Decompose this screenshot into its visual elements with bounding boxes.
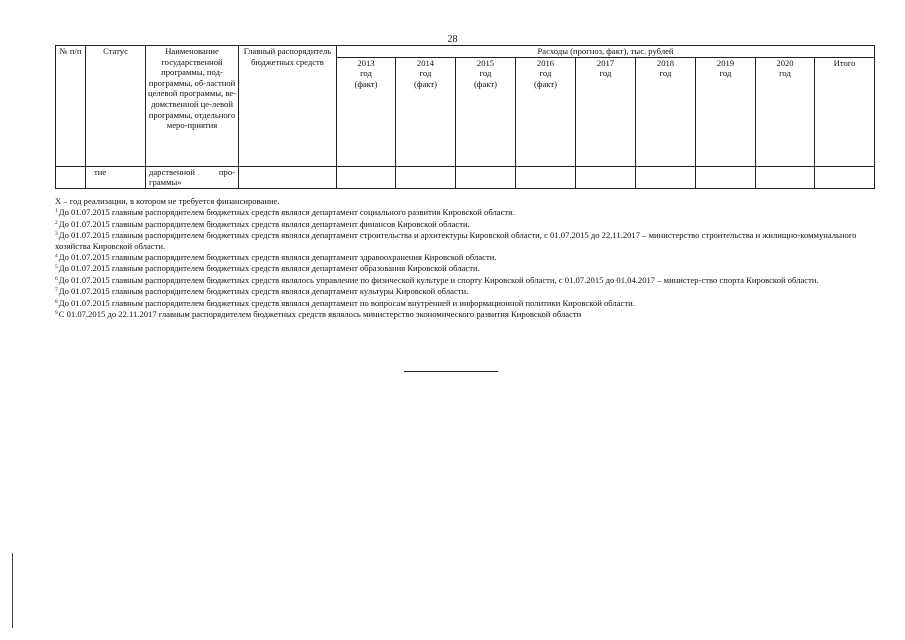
header-year-2019 xyxy=(696,57,756,166)
year-year: 2018 xyxy=(656,57,675,68)
footnote xyxy=(55,308,875,319)
header-year-2013 xyxy=(337,57,396,166)
header-year-2015 xyxy=(456,57,516,166)
header-year-2020 xyxy=(756,57,815,166)
footnote-mark: 4 xyxy=(55,253,58,260)
year-year: 2014 xyxy=(416,57,435,68)
header-program-name: Наименование государственной программы, под-программы, об-ластной целевой программы, ве-домственной це-левой программы, отдельного меро-приятия xyxy=(146,46,239,167)
footnote-text: До 01.07.2015 главным распорядителем бюджетных средств являлся департамент культуры Кировской области. xyxy=(58,286,469,297)
header-year-2017 xyxy=(576,57,636,166)
year-unit: год xyxy=(539,68,552,79)
footnote-mark: 8 xyxy=(55,298,58,305)
table-row xyxy=(56,166,875,188)
header-year-2018 xyxy=(636,57,696,166)
footnote xyxy=(55,262,875,273)
footnote-text: До 01.07.2015 главным распорядителем бюджетных средств являлось управление по физической культуре и спорту Кировской области, с 01.07.2015 до 01.04.2017 – министер-ство спорта Кировской области. xyxy=(58,274,819,285)
footnote xyxy=(55,285,875,296)
header-num: № п/п xyxy=(56,46,86,167)
footnote xyxy=(55,297,875,308)
page-number: 28 xyxy=(447,34,458,45)
footnote-text: До 01.07.2015 главным распорядителем бюджетных средств являлся департамент социального развития Кировской области. xyxy=(58,207,515,218)
header-year-2016 xyxy=(516,57,576,166)
year-year: 2017 xyxy=(596,57,615,68)
year-unit: год xyxy=(599,68,612,79)
year-unit: год xyxy=(719,68,732,79)
cell-distributor xyxy=(239,166,337,188)
footnote-text: До 01.07.2015 главным распорядителем бюджетных средств являлся департамент образования Кировской области. xyxy=(58,263,480,274)
cell-amount xyxy=(516,166,576,188)
year-unit: год xyxy=(360,68,372,79)
cell-amount xyxy=(337,166,396,188)
year-note: (факт) xyxy=(414,78,437,89)
cell-status: тие xyxy=(86,166,146,188)
footnote-text: До 01.07.2015 главным распорядителем бюджетных средств являлся департамент здравоохранения Кировской области. xyxy=(58,252,497,263)
footnote xyxy=(55,229,875,251)
footnote xyxy=(55,196,875,206)
year-unit: год xyxy=(659,68,672,79)
cell-program-name: дарственной про-граммы» xyxy=(146,166,239,188)
year-year: 2020 xyxy=(776,57,794,68)
footnote-text: До 01.07.2015 главным распорядителем бюджетных средств являлся департамент по вопросам внутренней и информационной политики Кировской области. xyxy=(58,297,635,308)
cell-amount xyxy=(636,166,696,188)
header-status: Статус xyxy=(86,46,146,167)
footnote-text: С 01.07.2015 до 22.11.2017 главным распорядителем бюджетных средств являлось министерство экономического развития Кировской области xyxy=(58,309,582,320)
footnote-text: До 01.07.2015 главным распорядителем бюджетных средств являлся департамент строительства и архитектуры Кировской области, с 01.07.2015 до 22.11.2017 – министерство строительства и жилищно-коммунального хозяйства Кировской области. xyxy=(55,230,857,251)
footnote-mark: 9 xyxy=(55,310,58,317)
footnote xyxy=(55,206,875,217)
footnote xyxy=(55,274,875,285)
cell-amount xyxy=(756,166,815,188)
header-year-2014 xyxy=(396,57,456,166)
footnote-mark: 3 xyxy=(55,231,58,238)
year-year: 2013 xyxy=(357,57,375,68)
year-unit: год xyxy=(479,68,492,79)
cell-num xyxy=(56,166,86,188)
budget-table xyxy=(55,45,875,189)
year-year: 2016 xyxy=(536,57,555,68)
footnote-mark: 5 xyxy=(55,264,58,271)
footnote xyxy=(55,218,875,229)
footnote-mark: 1 xyxy=(55,208,58,215)
footnote-mark: 7 xyxy=(55,287,58,294)
year-note: (факт) xyxy=(354,78,378,89)
footnote-mark: 2 xyxy=(55,219,58,226)
header-expenses: Расходы (прогноз, факт), тыс. рублей xyxy=(337,46,875,58)
footnote-mark: 6 xyxy=(55,275,58,282)
cell-amount xyxy=(576,166,636,188)
footnotes xyxy=(55,196,875,319)
header-distributor: Главный распорядитель бюджетных средств xyxy=(239,46,337,167)
cell-amount xyxy=(815,166,875,188)
year-note: (факт) xyxy=(534,78,557,89)
year-note: (факт) xyxy=(474,78,497,89)
cell-amount xyxy=(396,166,456,188)
cell-amount xyxy=(456,166,516,188)
cell-amount xyxy=(696,166,756,188)
closing-rule xyxy=(404,371,498,372)
header-total: Итого xyxy=(815,57,875,166)
year-unit: год xyxy=(419,68,432,79)
footnote-text: До 01.07.2015 главным распорядителем бюджетных средств являлся департамент финансов Кировской области. xyxy=(58,218,470,229)
year-unit: год xyxy=(779,68,791,79)
year-year: 2019 xyxy=(716,57,735,68)
year-year: 2015 xyxy=(476,57,495,68)
footnote xyxy=(55,251,875,262)
footnote-text: Х – год реализации, в котором не требуется финансирование. xyxy=(55,196,280,206)
scan-artifact-line xyxy=(12,553,13,628)
